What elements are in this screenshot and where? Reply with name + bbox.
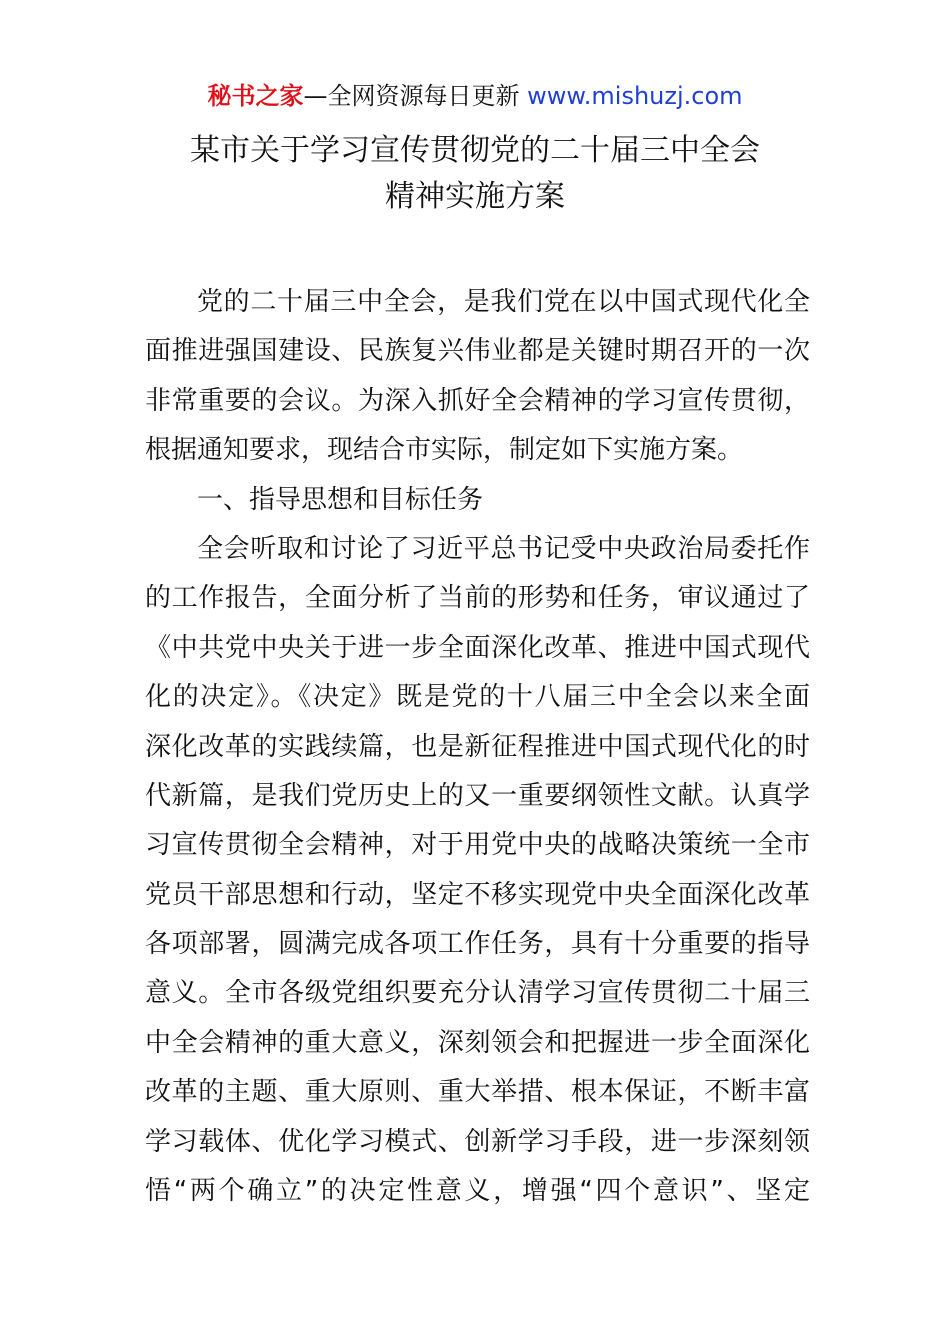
paragraph-2-line: 党员干部思想和行动，坚定不移实现党中央全面深化改革 bbox=[145, 879, 810, 910]
paragraph-1-line: 非常重要的会议。为深入抓好全会精神的学习宣传贯彻， bbox=[145, 385, 810, 416]
paragraph-1-line: 面推进强国建设、民族复兴伟业都是关键时期召开的一次 bbox=[145, 336, 810, 367]
paragraph-2-line: 改革的主题、重大原则、重大举措、根本保证，不断丰富 bbox=[145, 1077, 810, 1108]
paragraph-2-line: 的工作报告，全面分析了当前的形势和任务，审议通过了 bbox=[145, 583, 810, 614]
paragraph-2-line: 习宣传贯彻全会精神，对于用党中央的战略决策统一全市 bbox=[145, 830, 810, 861]
paragraph-2-line: 全会听取和讨论了习近平总书记受中央政治局委托作 bbox=[197, 533, 810, 564]
site-url-link[interactable]: www.mishuzj.com bbox=[527, 82, 743, 110]
tagline: —全网资源每日更新 bbox=[303, 82, 528, 110]
paragraph-2-line: 悟“两个确立”的决定性意义，增强“四个意识”、坚定 bbox=[145, 1176, 810, 1207]
paragraph-2-line: 中全会精神的重大意义，深刻领会和把握进一步全面深化 bbox=[145, 1027, 810, 1058]
brand-name: 秘书之家 bbox=[207, 82, 304, 110]
paragraph-1-line: 党的二十届三中全会，是我们党在以中国式现代化全 bbox=[197, 287, 810, 317]
paragraph-2-line: 化的决定》。《决定》既是党的十八届三中全会以来全面 bbox=[145, 682, 810, 713]
paragraph-2-line: 意义。全市各级党组织要充分认清学习宣传贯彻二十届三 bbox=[145, 978, 810, 1009]
paragraph-2-line: 《中共党中央关于进一步全面深化改革、推进中国式现代 bbox=[145, 632, 810, 663]
paragraph-2-line: 学习载体、优化学习模式、创新学习手段，进一步深刻领 bbox=[145, 1126, 810, 1157]
document-title bbox=[0, 128, 950, 220]
paragraph-2-line: 深化改革的实践续篇，也是新征程推进中国式现代化的时 bbox=[145, 731, 810, 762]
title-line-1: 某市关于学习宣传贯彻党的二十届三中全会 bbox=[190, 133, 760, 168]
document-body bbox=[145, 278, 810, 1216]
paragraph-1-line: 根据通知要求，现结合市实际，制定如下实施方案。 bbox=[145, 435, 744, 466]
header-banner bbox=[0, 80, 950, 112]
section-heading-1: 一、指导思想和目标任务 bbox=[197, 484, 484, 515]
paragraph-2-line: 代新篇，是我们党历史上的又一重要纲领性文献。认真学 bbox=[145, 780, 810, 811]
paragraph-2-line: 各项部署，圆满完成各项工作任务，具有十分重要的指导 bbox=[145, 929, 810, 960]
title-line-2: 精神实施方案 bbox=[385, 179, 565, 214]
